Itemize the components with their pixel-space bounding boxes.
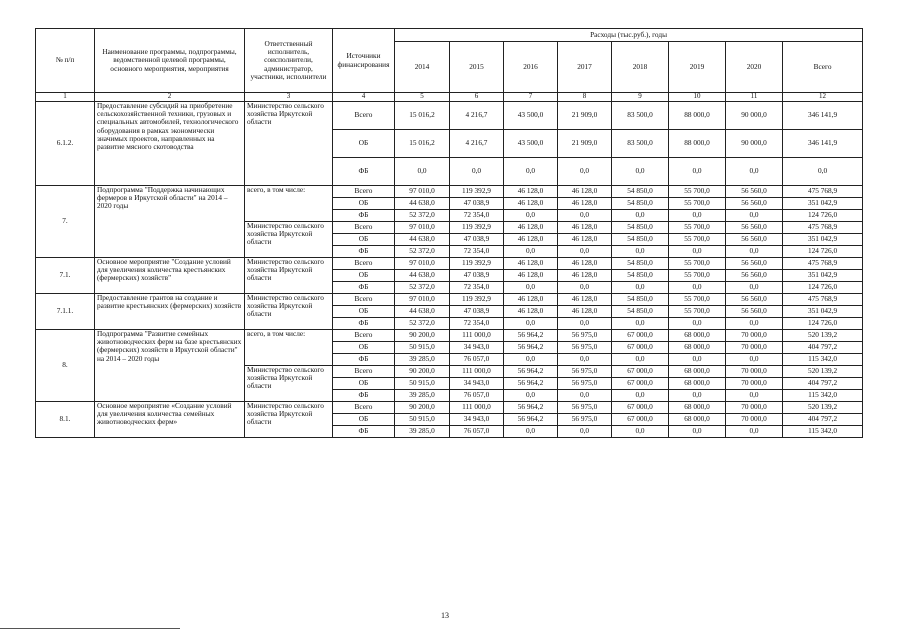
amount-cell: 46 128,0: [558, 306, 612, 318]
amount-cell: 0,0: [612, 246, 669, 258]
amount-cell: 0,0: [726, 390, 783, 402]
header-name: Наименование программы, подпрограммы, ведомственной целевой программы, основного мероприятия, мероприятия: [95, 29, 245, 93]
amount-cell: 119 392,9: [450, 258, 504, 270]
page-number: 13: [441, 611, 449, 620]
amount-cell: 70 000,0: [726, 330, 783, 342]
amount-cell: 0,0: [783, 158, 863, 186]
funding-source: ФБ: [333, 210, 395, 222]
column-number: 9: [612, 93, 669, 102]
amount-cell: 54 850,0: [612, 234, 669, 246]
funding-source: Всего: [333, 330, 395, 342]
table-row: [36, 402, 863, 414]
amount-cell: 90 000,0: [726, 130, 783, 158]
row-executor: Министерство сельского хозяйства Иркутской области: [245, 102, 333, 186]
amount-cell: 0,0: [612, 426, 669, 438]
amount-cell: 46 128,0: [558, 186, 612, 198]
amount-cell: 0,0: [395, 158, 450, 186]
row-index: 8.: [36, 330, 95, 402]
amount-cell: 90 200,0: [395, 330, 450, 342]
funding-source: ОБ: [333, 414, 395, 426]
amount-cell: 0,0: [504, 390, 558, 402]
amount-cell: 56 964,2: [504, 330, 558, 342]
amount-cell: 475 768,9: [783, 222, 863, 234]
amount-cell: 34 943,0: [450, 378, 504, 390]
funding-source: ОБ: [333, 378, 395, 390]
amount-cell: 0,0: [450, 158, 504, 186]
amount-cell: 111 000,0: [450, 330, 504, 342]
amount-cell: 68 000,0: [669, 414, 726, 426]
amount-cell: 70 000,0: [726, 402, 783, 414]
row-name: Основное мероприятие «Создание условий для увеличения количества семейных животноводческих ферм»: [95, 402, 245, 438]
amount-cell: 56 560,0: [726, 270, 783, 282]
row-name: Предоставление субсидий на приобретение сельскохозяйственной техники, грузовых и специальных автомобилей, технологического оборудования в рамках экономически значимых проектов, направленных на развитие мясного скотоводства: [95, 102, 245, 186]
amount-cell: 111 000,0: [450, 366, 504, 378]
header-year: 2020: [726, 42, 783, 93]
amount-cell: 72 354,0: [450, 318, 504, 330]
amount-cell: 54 850,0: [612, 198, 669, 210]
header-year: 2019: [669, 42, 726, 93]
amount-cell: 0,0: [558, 318, 612, 330]
amount-cell: 124 726,0: [783, 246, 863, 258]
amount-cell: 46 128,0: [558, 222, 612, 234]
amount-cell: 46 128,0: [504, 306, 558, 318]
amount-cell: 39 285,0: [395, 354, 450, 366]
amount-cell: 56 975,0: [558, 378, 612, 390]
amount-cell: 21 909,0: [558, 102, 612, 130]
amount-cell: 351 042,9: [783, 306, 863, 318]
amount-cell: 0,0: [669, 318, 726, 330]
amount-cell: 0,0: [669, 158, 726, 186]
amount-cell: 124 726,0: [783, 210, 863, 222]
amount-cell: 55 700,0: [669, 294, 726, 306]
amount-cell: 68 000,0: [669, 402, 726, 414]
amount-cell: 34 943,0: [450, 342, 504, 354]
row-executor: Министерство сельского хозяйства Иркутской области: [245, 258, 333, 294]
amount-cell: 67 000,0: [612, 330, 669, 342]
amount-cell: 46 128,0: [504, 234, 558, 246]
amount-cell: 67 000,0: [612, 378, 669, 390]
amount-cell: 0,0: [504, 158, 558, 186]
amount-cell: 21 909,0: [558, 130, 612, 158]
amount-cell: 0,0: [612, 158, 669, 186]
amount-cell: 520 139,2: [783, 402, 863, 414]
amount-cell: 83 500,0: [612, 102, 669, 130]
amount-cell: 0,0: [504, 318, 558, 330]
column-number: 1: [36, 93, 95, 102]
amount-cell: 56 560,0: [726, 306, 783, 318]
amount-cell: 46 128,0: [558, 258, 612, 270]
row-name: Основное мероприятие "Создание условий для увеличения количества крестьянских (фермерских) хозяйств": [95, 258, 245, 294]
amount-cell: 520 139,2: [783, 366, 863, 378]
header-year: Всего: [783, 42, 863, 93]
amount-cell: 67 000,0: [612, 342, 669, 354]
amount-cell: 88 000,0: [669, 130, 726, 158]
amount-cell: 475 768,9: [783, 186, 863, 198]
amount-cell: 46 128,0: [504, 294, 558, 306]
header-year: 2014: [395, 42, 450, 93]
amount-cell: 0,0: [612, 354, 669, 366]
amount-cell: 346 141,9: [783, 102, 863, 130]
amount-cell: 0,0: [558, 246, 612, 258]
amount-cell: 56 975,0: [558, 402, 612, 414]
amount-cell: 0,0: [726, 246, 783, 258]
amount-cell: 0,0: [558, 426, 612, 438]
amount-cell: 0,0: [669, 390, 726, 402]
amount-cell: 56 975,0: [558, 414, 612, 426]
amount-cell: 0,0: [726, 158, 783, 186]
amount-cell: 47 038,9: [450, 270, 504, 282]
funding-source: Всего: [333, 366, 395, 378]
budget-table: [35, 28, 863, 438]
table-row: [36, 258, 863, 270]
amount-cell: 46 128,0: [504, 222, 558, 234]
amount-cell: 44 638,0: [395, 270, 450, 282]
funding-source: ОБ: [333, 306, 395, 318]
table-row: [36, 330, 863, 342]
amount-cell: 404 797,2: [783, 414, 863, 426]
amount-cell: 55 700,0: [669, 198, 726, 210]
amount-cell: 0,0: [558, 210, 612, 222]
amount-cell: 56 975,0: [558, 342, 612, 354]
amount-cell: 44 638,0: [395, 306, 450, 318]
column-number: 5: [395, 93, 450, 102]
amount-cell: 52 372,0: [395, 210, 450, 222]
amount-cell: 520 139,2: [783, 330, 863, 342]
amount-cell: 115 342,0: [783, 354, 863, 366]
row-index: 7.1.1.: [36, 294, 95, 330]
amount-cell: 351 042,9: [783, 198, 863, 210]
table-row: [36, 102, 863, 130]
funding-source: ФБ: [333, 158, 395, 186]
amount-cell: 97 010,0: [395, 258, 450, 270]
amount-cell: 56 975,0: [558, 330, 612, 342]
amount-cell: 67 000,0: [612, 366, 669, 378]
amount-cell: 55 700,0: [669, 258, 726, 270]
column-number: 11: [726, 93, 783, 102]
funding-source: ФБ: [333, 246, 395, 258]
amount-cell: 54 850,0: [612, 294, 669, 306]
amount-cell: 68 000,0: [669, 378, 726, 390]
amount-cell: 54 850,0: [612, 258, 669, 270]
amount-cell: 0,0: [558, 158, 612, 186]
row-index: 7.: [36, 186, 95, 258]
amount-cell: 52 372,0: [395, 282, 450, 294]
funding-source: ОБ: [333, 130, 395, 158]
amount-cell: 90 200,0: [395, 402, 450, 414]
amount-cell: 50 915,0: [395, 378, 450, 390]
amount-cell: 351 042,9: [783, 270, 863, 282]
row-index: 7.1.: [36, 258, 95, 294]
amount-cell: 39 285,0: [395, 426, 450, 438]
amount-cell: 124 726,0: [783, 282, 863, 294]
amount-cell: 0,0: [726, 282, 783, 294]
amount-cell: 47 038,9: [450, 234, 504, 246]
amount-cell: 50 915,0: [395, 414, 450, 426]
amount-cell: 34 943,0: [450, 414, 504, 426]
amount-cell: 0,0: [669, 282, 726, 294]
header-year: 2017: [558, 42, 612, 93]
amount-cell: 0,0: [612, 318, 669, 330]
amount-cell: 56 560,0: [726, 222, 783, 234]
amount-cell: 56 964,2: [504, 366, 558, 378]
amount-cell: 119 392,9: [450, 186, 504, 198]
amount-cell: 55 700,0: [669, 270, 726, 282]
amount-cell: 68 000,0: [669, 330, 726, 342]
funding-source: ОБ: [333, 234, 395, 246]
amount-cell: 0,0: [669, 246, 726, 258]
amount-cell: 55 700,0: [669, 186, 726, 198]
amount-cell: 55 700,0: [669, 222, 726, 234]
amount-cell: 0,0: [669, 426, 726, 438]
amount-cell: 97 010,0: [395, 186, 450, 198]
amount-cell: 50 915,0: [395, 342, 450, 354]
amount-cell: 119 392,9: [450, 222, 504, 234]
amount-cell: 76 057,0: [450, 390, 504, 402]
funding-source: Всего: [333, 102, 395, 130]
amount-cell: 54 850,0: [612, 270, 669, 282]
amount-cell: 52 372,0: [395, 318, 450, 330]
amount-cell: 46 128,0: [504, 186, 558, 198]
amount-cell: 70 000,0: [726, 378, 783, 390]
amount-cell: 15 016,2: [395, 102, 450, 130]
amount-cell: 46 128,0: [504, 258, 558, 270]
amount-cell: 0,0: [558, 354, 612, 366]
funding-source: ОБ: [333, 270, 395, 282]
amount-cell: 124 726,0: [783, 318, 863, 330]
funding-source: ФБ: [333, 390, 395, 402]
row-executor: Министерство сельского хозяйства Иркутской области: [245, 366, 333, 402]
row-executor: всего, в том числе:: [245, 330, 333, 366]
column-number: 6: [450, 93, 504, 102]
row-executor: Министерство сельского хозяйства Иркутской области: [245, 222, 333, 258]
amount-cell: 4 216,7: [450, 130, 504, 158]
funding-source: Всего: [333, 258, 395, 270]
table-row: [36, 186, 863, 198]
amount-cell: 115 342,0: [783, 426, 863, 438]
amount-cell: 90 000,0: [726, 102, 783, 130]
amount-cell: 404 797,2: [783, 378, 863, 390]
column-number: 2: [95, 93, 245, 102]
amount-cell: 54 850,0: [612, 186, 669, 198]
amount-cell: 56 560,0: [726, 186, 783, 198]
amount-cell: 0,0: [612, 210, 669, 222]
amount-cell: 47 038,9: [450, 306, 504, 318]
amount-cell: 97 010,0: [395, 294, 450, 306]
amount-cell: 46 128,0: [558, 270, 612, 282]
amount-cell: 111 000,0: [450, 402, 504, 414]
row-name: Предоставление грантов на создание и развитие крестьянских (фермерских) хозяйств: [95, 294, 245, 330]
funding-source: Всего: [333, 402, 395, 414]
row-executor: Министерство сельского хозяйства Иркутской области: [245, 294, 333, 330]
amount-cell: 0,0: [726, 426, 783, 438]
funding-source: ФБ: [333, 282, 395, 294]
column-number: 3: [245, 93, 333, 102]
amount-cell: 0,0: [669, 354, 726, 366]
amount-cell: 97 010,0: [395, 222, 450, 234]
amount-cell: 88 000,0: [669, 102, 726, 130]
amount-cell: 68 000,0: [669, 342, 726, 354]
header-source: Источники финансирования: [333, 29, 395, 93]
amount-cell: 0,0: [612, 282, 669, 294]
funding-source: Всего: [333, 222, 395, 234]
row-executor: всего, в том числе:: [245, 186, 333, 222]
column-number: 8: [558, 93, 612, 102]
amount-cell: 72 354,0: [450, 282, 504, 294]
row-name: Подпрограмма "Развитие семейных животноводческих ферм на базе крестьянских (фермерских) хозяйств в Иркутской области" на 2014 – 2020 годы: [95, 330, 245, 402]
header-year: 2015: [450, 42, 504, 93]
amount-cell: 83 500,0: [612, 130, 669, 158]
amount-cell: 0,0: [726, 210, 783, 222]
amount-cell: 0,0: [669, 210, 726, 222]
amount-cell: 70 000,0: [726, 342, 783, 354]
amount-cell: 76 057,0: [450, 354, 504, 366]
funding-source: ФБ: [333, 318, 395, 330]
amount-cell: 475 768,9: [783, 294, 863, 306]
funding-source: ОБ: [333, 198, 395, 210]
amount-cell: 72 354,0: [450, 246, 504, 258]
amount-cell: 44 638,0: [395, 234, 450, 246]
footnote-divider: [0, 628, 180, 629]
amount-cell: 0,0: [558, 390, 612, 402]
column-number: 12: [783, 93, 863, 102]
header-year: 2018: [612, 42, 669, 93]
amount-cell: 0,0: [504, 354, 558, 366]
row-index: 8.1.: [36, 402, 95, 438]
amount-cell: 346 141,9: [783, 130, 863, 158]
amount-cell: 72 354,0: [450, 210, 504, 222]
column-number: 4: [333, 93, 395, 102]
amount-cell: 46 128,0: [558, 294, 612, 306]
amount-cell: 0,0: [612, 390, 669, 402]
amount-cell: 56 964,2: [504, 378, 558, 390]
amount-cell: 76 057,0: [450, 426, 504, 438]
amount-cell: 0,0: [504, 426, 558, 438]
header-year: 2016: [504, 42, 558, 93]
row-executor: Министерство сельского хозяйства Иркутской области: [245, 402, 333, 438]
amount-cell: 4 216,7: [450, 102, 504, 130]
funding-source: ФБ: [333, 354, 395, 366]
funding-source: ОБ: [333, 342, 395, 354]
amount-cell: 0,0: [726, 354, 783, 366]
row-name: Подпрограмма "Поддержка начинающих фермеров в Иркутской области" на 2014 – 2020 годы: [95, 186, 245, 258]
header-executor: Ответственный исполнитель, соисполнители, администратор, участники, исполнители: [245, 29, 333, 93]
table-row: [36, 294, 863, 306]
amount-cell: 56 560,0: [726, 234, 783, 246]
funding-source: Всего: [333, 294, 395, 306]
amount-cell: 90 200,0: [395, 366, 450, 378]
amount-cell: 351 042,9: [783, 234, 863, 246]
amount-cell: 56 975,0: [558, 366, 612, 378]
amount-cell: 55 700,0: [669, 306, 726, 318]
amount-cell: 0,0: [504, 210, 558, 222]
amount-cell: 70 000,0: [726, 366, 783, 378]
amount-cell: 404 797,2: [783, 342, 863, 354]
amount-cell: 54 850,0: [612, 222, 669, 234]
amount-cell: 43 500,0: [504, 130, 558, 158]
amount-cell: 56 560,0: [726, 198, 783, 210]
amount-cell: 67 000,0: [612, 402, 669, 414]
amount-cell: 115 342,0: [783, 390, 863, 402]
amount-cell: 0,0: [558, 282, 612, 294]
amount-cell: 56 560,0: [726, 294, 783, 306]
amount-cell: 70 000,0: [726, 414, 783, 426]
amount-cell: 56 560,0: [726, 258, 783, 270]
amount-cell: 46 128,0: [558, 198, 612, 210]
amount-cell: 0,0: [504, 282, 558, 294]
amount-cell: 54 850,0: [612, 306, 669, 318]
amount-cell: 55 700,0: [669, 234, 726, 246]
amount-cell: 46 128,0: [504, 198, 558, 210]
amount-cell: 15 016,2: [395, 130, 450, 158]
amount-cell: 52 372,0: [395, 246, 450, 258]
amount-cell: 43 500,0: [504, 102, 558, 130]
amount-cell: 56 964,2: [504, 414, 558, 426]
column-number: 7: [504, 93, 558, 102]
header-num: № п/п: [36, 29, 95, 93]
amount-cell: 46 128,0: [558, 234, 612, 246]
amount-cell: 47 038,9: [450, 198, 504, 210]
amount-cell: 475 768,9: [783, 258, 863, 270]
funding-source: Всего: [333, 186, 395, 198]
column-number: 10: [669, 93, 726, 102]
amount-cell: 68 000,0: [669, 366, 726, 378]
amount-cell: 67 000,0: [612, 414, 669, 426]
funding-source: ФБ: [333, 426, 395, 438]
amount-cell: 0,0: [726, 318, 783, 330]
amount-cell: 46 128,0: [504, 270, 558, 282]
amount-cell: 56 964,2: [504, 402, 558, 414]
amount-cell: 44 638,0: [395, 198, 450, 210]
amount-cell: 119 392,9: [450, 294, 504, 306]
header-costs: Расходы (тыс.руб.), годы: [395, 29, 863, 42]
amount-cell: 39 285,0: [395, 390, 450, 402]
amount-cell: 0,0: [504, 246, 558, 258]
amount-cell: 56 964,2: [504, 342, 558, 354]
row-index: 6.1.2.: [36, 102, 95, 186]
